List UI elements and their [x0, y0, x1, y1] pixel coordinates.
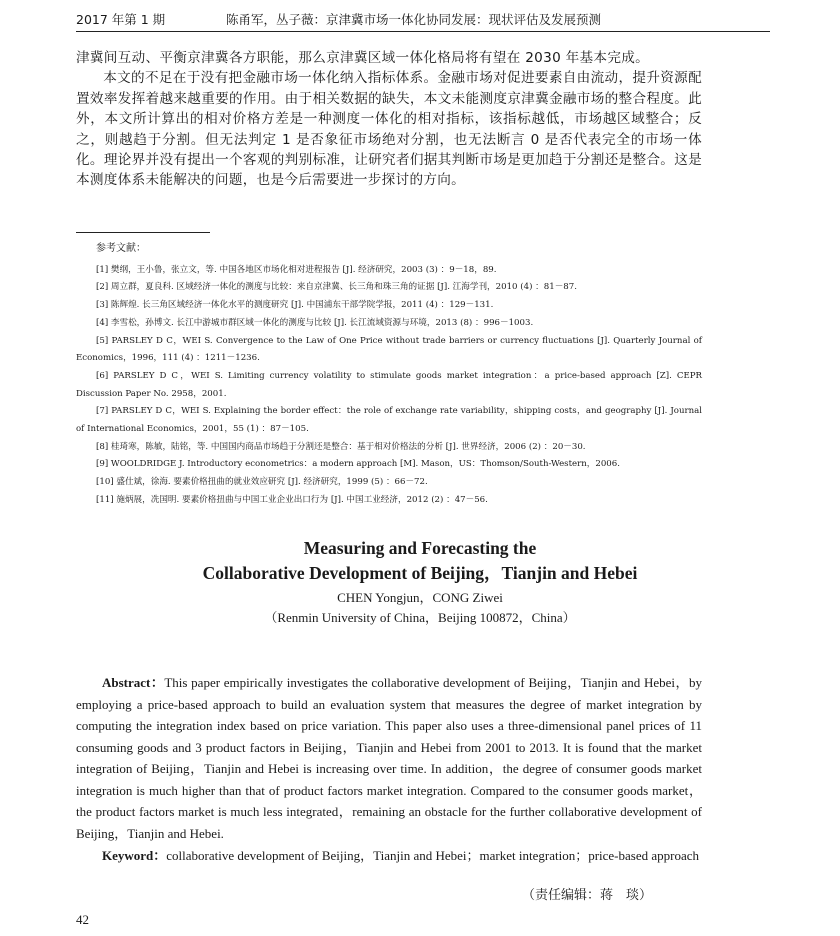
- running-header: [76, 10, 770, 32]
- reference-item: [3] 陈辉煌. 长三角区域经济一体化水平的测度研究 [J]. 中国浦东干部学院学报，2011 (4) ：129－131.: [96, 300, 494, 311]
- english-title: [0, 536, 840, 586]
- body-paragraph: 本文的不足在于没有把金融市场一体化纳入指标体系。金融市场对促进要素自由流动，提升资源配置效率发挥着越来越重要的作用。由于相关数据的缺失，本文未能测度京津冀金融市场的整合程度。此外，本文所计算出的相对价格方差是一种测度一体化的相对指标，该指标越低，市场越区域整合；反之，则越趋于分割。但无法判定 1 是否象征市场绝对分割，也无法断言 0 是否代表完全的市场一体化。理论界并没有提出一个客观的判别标准，让研究者们据其判断市场是更加趋于分割还是整合。这是本测度体系未能解决的问题，也是今后需要进一步探讨的方向。: [76, 70, 702, 189]
- english-abstract: [76, 672, 702, 867]
- reference-item: [11] 施炳展，冼国明. 要素价格扭曲与中国工业企业出口行为 [J]. 中国工业经济，2012 (2) ：47－56.: [96, 494, 488, 505]
- reference-item: [6] PARSLEY D C，WEI S. Limiting currency volatility to stimulate goods market integration：a price-based approach [Z]. CEPR Discussion Paper No. 2958，2001.: [76, 370, 702, 399]
- body-text: [76, 48, 702, 191]
- keyword-text: collaborative development of Beijing，Tianjin and Hebei；market integration；price-based approach: [166, 848, 699, 863]
- reference-item: [2] 周立群，夏良科. 区域经济一体化的测度与比较：来自京津冀、长三角和珠三角的证据 [J]. 江海学刊，2010 (4) ：81－87.: [96, 282, 577, 293]
- reference-item: [10] 盛仕斌，徐海. 要素价格扭曲的就业效应研究 [J]. 经济研究，1999 (5) ：66－72.: [96, 477, 428, 488]
- keyword-label: Keyword：: [102, 848, 167, 863]
- page-number: 42: [76, 912, 89, 927]
- author-affiliation: （Renmin University of China，Beijing 100872，China）: [264, 610, 576, 625]
- running-title: 陈甬军，丛子薇：京津冀市场一体化协同发展：现状评估及发展预测: [226, 12, 602, 27]
- reference-item: [9] WOOLDRIDGE J. Introductory econometrics：a modern approach [M]. Mason，US：Thomson/South-Western，2006.: [96, 459, 620, 470]
- responsible-editor: （责任编辑：蒋 琰）: [521, 888, 652, 903]
- journal-issue: 2017 年第 1 期: [76, 12, 166, 27]
- reference-item: [1] 樊纲，王小鲁，张立文，等. 中国各地区市场化相对进程报告 [J]. 经济研究，2003 (3) ：9－18，89.: [96, 264, 497, 275]
- references-divider: [76, 232, 210, 233]
- english-title-line: Collaborative Development of Beijing，Tianjin and Hebei: [202, 563, 638, 583]
- abstract-paragraph: [76, 672, 702, 844]
- reference-item: [4] 李雪松，孙博文. 长江中游城市群区域一体化的测度与比较 [J]. 长江流域资源与环境，2013 (8) ：996－1003.: [96, 317, 534, 328]
- reference-item: [5] PARSLEY D C，WEI S. Convergence to the Law of One Price without trade barriers or currency fluctuations [J]. Quarterly Journal of Economics，1996，111 (4) ：1211－1236.: [76, 335, 702, 364]
- keyword-paragraph: [76, 845, 702, 867]
- author-block: [0, 588, 840, 628]
- reference-item: [8] 桂琦寒，陈敏，陆铭，等. 中国国内商品市场趋于分割还是整合：基于相对价格法的分析 [J]. 世界经济，2006 (2) ：20－30.: [96, 441, 586, 452]
- author-names: CHEN Yongjun，CONG Ziwei: [337, 590, 503, 605]
- references-section: [76, 240, 702, 510]
- english-title-line: Measuring and Forecasting the: [303, 538, 537, 558]
- references-title: 参考文献：: [96, 243, 146, 254]
- abstract-label: Abstract：: [102, 675, 165, 690]
- reference-item: [7] PARSLEY D C，WEI S. Explaining the border effect：the role of exchange rate variability，shipping costs，and geography [J]. Journal of International Economics，2001，55 (1) ：87－105.: [76, 406, 702, 435]
- abstract-text: This paper empirically investigates the collaborative development of Beijing，Tianjin and Hebei，by employing a price-based approach to build an evaluation system that measures the degree of market integration by computing the integration index based on price variation. This paper also uses a three-dimensional panel prices of 11 consuming goods and 3 product factors in Beijing，Tianjin and Hebei from 2001 to 2013. It is found that the market integration of Beijing，Tianjin and Hebei is increasing over time. In addition，the degree of consumer goods market integration is much higher than that of product factors market integration. Compared to the consumer goods market，the product factors market is much less integrated，remaining an obstacle for the further collaborative development of Beijing，Tianjin and Hebei.: [76, 675, 702, 841]
- body-paragraph: 津冀间互动、平衡京津冀各方职能，那么京津冀区域一体化格局将有望在 2030 年基本完成。: [76, 50, 649, 66]
